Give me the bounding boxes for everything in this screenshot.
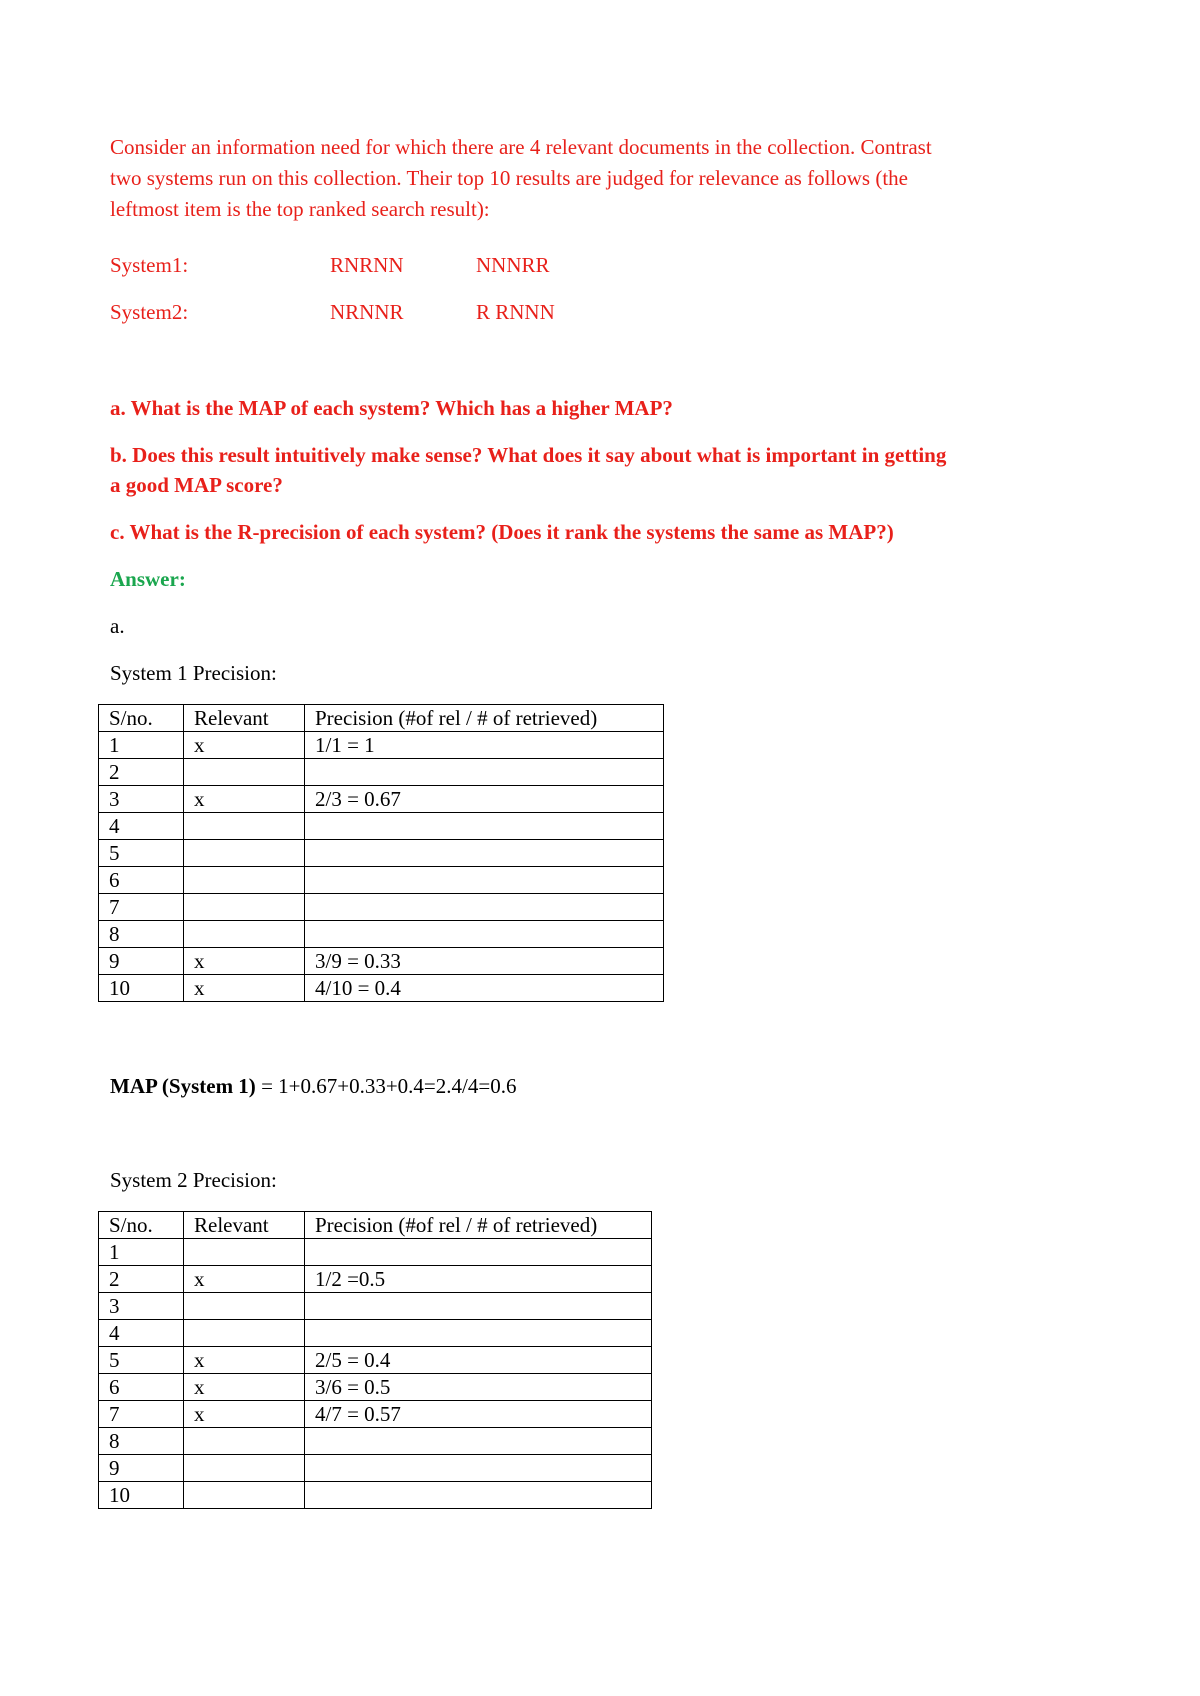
sno-cell: 2: [99, 759, 184, 786]
precision-cell: 1/1 = 1: [305, 732, 664, 759]
answer-heading: Answer:: [110, 567, 186, 591]
precision-cell: 3/6 = 0.5: [305, 1374, 652, 1401]
system1-results-second: NNNRR: [476, 253, 550, 277]
sno-cell: 10: [99, 1482, 184, 1509]
precision-cell: [305, 921, 664, 948]
intro-line-1: Consider an information need for which there are 4 relevant documents in the collection. Contrast: [110, 135, 932, 159]
map-system1-line: [110, 1071, 516, 1102]
map-system1-label: MAP (System 1): [110, 1074, 256, 1098]
sno-cell: 4: [99, 813, 184, 840]
table-row: [99, 786, 664, 813]
relevant-cell: [184, 1455, 305, 1482]
precision-cell: [305, 813, 664, 840]
table-row: [99, 732, 664, 759]
table-row: [99, 1455, 652, 1482]
precision-cell: [305, 1482, 652, 1509]
precision-cell: 1/2 =0.5: [305, 1266, 652, 1293]
precision-cell: [305, 1320, 652, 1347]
sno-cell: 6: [99, 867, 184, 894]
relevant-cell: [184, 894, 305, 921]
relevant-cell: [184, 1293, 305, 1320]
system1-precision-title: System 1 Precision:: [110, 661, 277, 685]
intro-line-3: leftmost item is the top ranked search result):: [110, 197, 490, 221]
table-header-row: [99, 705, 664, 732]
system2-precision-title: System 2 Precision:: [110, 1168, 277, 1192]
table-row: [99, 813, 664, 840]
system2-results-second: R RNNN: [476, 300, 555, 324]
map-system1-value: = 1+0.67+0.33+0.4=2.4/4=0.6: [255, 1074, 517, 1098]
table-header-cell: S/no.: [99, 1212, 184, 1239]
answer-part-a: a.: [110, 614, 125, 638]
relevant-cell: x: [184, 948, 305, 975]
relevant-cell: [184, 1239, 305, 1266]
table-row: [99, 1482, 652, 1509]
relevant-cell: x: [184, 1266, 305, 1293]
precision-cell: 3/9 = 0.33: [305, 948, 664, 975]
relevant-cell: [184, 813, 305, 840]
system1-label: System1:: [110, 253, 189, 277]
table-row: [99, 1374, 652, 1401]
relevant-cell: [184, 1320, 305, 1347]
sno-cell: 9: [99, 948, 184, 975]
sno-cell: 5: [99, 1347, 184, 1374]
precision-cell: [305, 867, 664, 894]
relevant-cell: [184, 921, 305, 948]
table-row: [99, 975, 664, 1002]
table-row: [99, 1239, 652, 1266]
table-row: [99, 1347, 652, 1374]
sno-cell: 1: [99, 1239, 184, 1266]
question-b-line-1: b. Does this result intuitively make sense? What does it say about what is important in getting: [110, 443, 947, 467]
table-row: [99, 1293, 652, 1320]
relevant-cell: [184, 840, 305, 867]
relevant-cell: x: [184, 1347, 305, 1374]
precision-cell: [305, 840, 664, 867]
table-row: [99, 1401, 652, 1428]
sno-cell: 7: [99, 1401, 184, 1428]
table-header-row: [99, 1212, 652, 1239]
sno-cell: 7: [99, 894, 184, 921]
system2-results-first: NRNNR: [330, 300, 404, 324]
precision-cell: 4/7 = 0.57: [305, 1401, 652, 1428]
sno-cell: 9: [99, 1455, 184, 1482]
relevant-cell: x: [184, 1401, 305, 1428]
sno-cell: 4: [99, 1320, 184, 1347]
table-row: [99, 759, 664, 786]
system1-results-first: RNRNN: [330, 253, 404, 277]
precision-cell: 2/5 = 0.4: [305, 1347, 652, 1374]
relevant-cell: x: [184, 786, 305, 813]
table-row: [99, 840, 664, 867]
table-row: [99, 894, 664, 921]
table-row: [99, 1266, 652, 1293]
system1-precision-table: [98, 704, 664, 1002]
system2-label: System2:: [110, 300, 189, 324]
question-c: c. What is the R-precision of each system? (Does it rank the systems the same as MAP?): [110, 520, 894, 544]
relevant-cell: [184, 759, 305, 786]
sno-cell: 3: [99, 1293, 184, 1320]
table-header-cell: Relevant: [184, 1212, 305, 1239]
sno-cell: 8: [99, 921, 184, 948]
table-row: [99, 867, 664, 894]
table-header-cell: Precision (#of rel / # of retrieved): [305, 1212, 652, 1239]
table-row: [99, 1320, 652, 1347]
precision-cell: [305, 1455, 652, 1482]
precision-cell: 4/10 = 0.4: [305, 975, 664, 1002]
table-header-cell: Relevant: [184, 705, 305, 732]
sno-cell: 10: [99, 975, 184, 1002]
precision-cell: 2/3 = 0.67: [305, 786, 664, 813]
precision-cell: [305, 1239, 652, 1266]
relevant-cell: [184, 1482, 305, 1509]
sno-cell: 5: [99, 840, 184, 867]
table-row: [99, 1428, 652, 1455]
question-a: a. What is the MAP of each system? Which has a higher MAP?: [110, 396, 673, 420]
precision-cell: [305, 1293, 652, 1320]
precision-cell: [305, 894, 664, 921]
relevant-cell: x: [184, 1374, 305, 1401]
relevant-cell: [184, 867, 305, 894]
table-header-cell: S/no.: [99, 705, 184, 732]
intro-line-2: two systems run on this collection. Their top 10 results are judged for relevance as follows (the: [110, 166, 908, 190]
precision-cell: [305, 759, 664, 786]
sno-cell: 8: [99, 1428, 184, 1455]
relevant-cell: [184, 1428, 305, 1455]
table-row: [99, 948, 664, 975]
sno-cell: 1: [99, 732, 184, 759]
system2-precision-table: [98, 1211, 652, 1509]
sno-cell: 3: [99, 786, 184, 813]
table-row: [99, 921, 664, 948]
relevant-cell: x: [184, 975, 305, 1002]
question-b-line-2: a good MAP score?: [110, 473, 283, 497]
sno-cell: 2: [99, 1266, 184, 1293]
sno-cell: 6: [99, 1374, 184, 1401]
relevant-cell: x: [184, 732, 305, 759]
precision-cell: [305, 1428, 652, 1455]
table-header-cell: Precision (#of rel / # of retrieved): [305, 705, 664, 732]
